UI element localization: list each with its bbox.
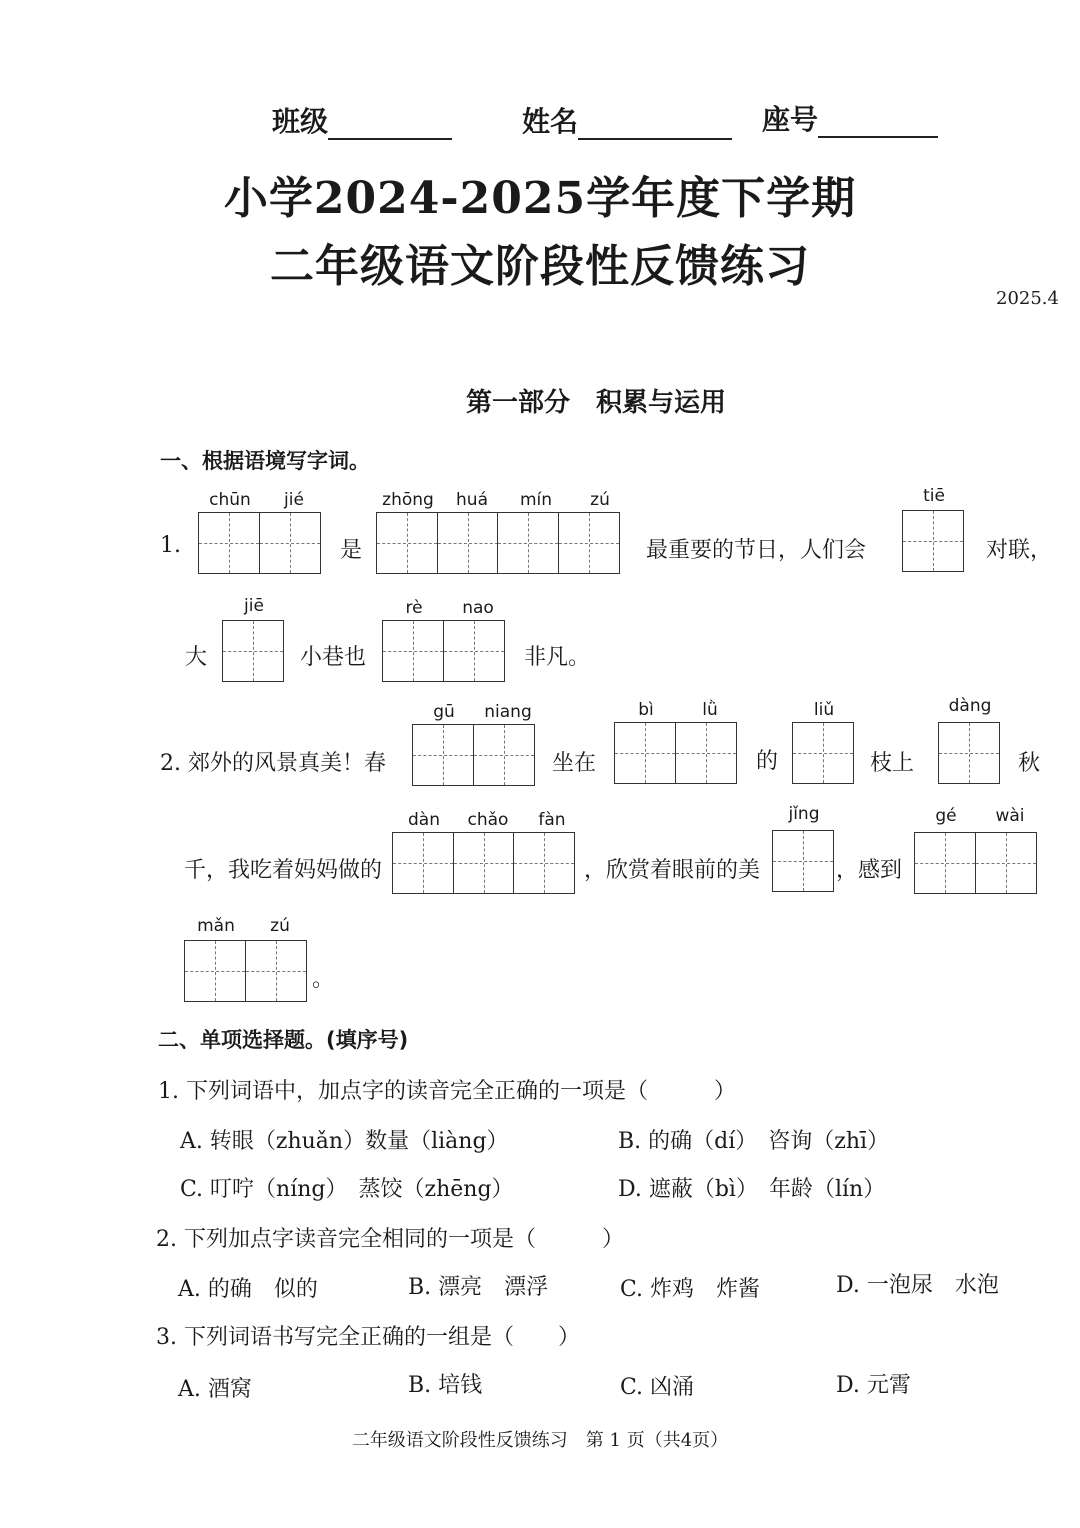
tian-box[interactable]: [184, 940, 246, 1002]
mc-q3-option-d[interactable]: D. 元霄: [836, 1373, 911, 1398]
answer-boxes-manzu: [184, 940, 305, 1002]
mc-q2-option-c[interactable]: C. 炸鸡 炸酱: [620, 1277, 761, 1302]
q2-text-1: 2. 郊外的风景真美！春: [160, 751, 386, 776]
title-line2: 二年级语文阶段性反馈练习: [270, 241, 810, 292]
mc-q2-stem: 2. 下列加点字读音完全相同的一项是（ ）: [156, 1227, 624, 1252]
answer-boxes-tie: [902, 510, 963, 572]
tian-box[interactable]: [792, 722, 854, 784]
pinyin-niang: niang: [484, 702, 532, 722]
tian-box[interactable]: [443, 620, 505, 682]
seat-label: 座号: [762, 103, 819, 136]
pinyin-man: mǎn: [197, 916, 235, 936]
tian-box[interactable]: [382, 620, 444, 682]
pinyin-jing: jǐng: [788, 804, 820, 824]
pinyin-jie2: jiē: [244, 596, 264, 616]
tian-box[interactable]: [392, 832, 454, 894]
tian-box[interactable]: [453, 832, 515, 894]
answer-boxes-dang: [938, 722, 999, 784]
tian-box[interactable]: [245, 940, 307, 1002]
section2-title: 二、单项选择题。(填序号): [158, 1028, 409, 1052]
answer-boxes-liu: [792, 722, 853, 784]
tian-box[interactable]: [914, 832, 976, 894]
answer-boxes-zhonghuaminzu: [376, 512, 618, 574]
tian-box[interactable]: [198, 512, 260, 574]
mc-q2-option-a[interactable]: A. 的确 似的: [178, 1277, 318, 1302]
page-footer: 二年级语文阶段性反馈练习 第 1 页（共4页）: [351, 1430, 729, 1451]
answer-boxes-jie: [222, 620, 283, 682]
mc-q2-option-b[interactable]: B. 漂亮 漂浮: [408, 1275, 549, 1300]
mc-q1-option-d[interactable]: D. 遮蔽（bì） 年龄（lín）: [618, 1177, 886, 1202]
pinyin-zu: zú: [590, 490, 610, 510]
q1-text-shi: 是: [340, 538, 363, 563]
tian-box[interactable]: [614, 722, 676, 784]
seat-field: [762, 98, 938, 138]
mc-q3-stem: 3. 下列词语书写完全正确的一组是（ ）: [156, 1325, 580, 1350]
pinyin-ge: gé: [935, 806, 957, 826]
class-label: 班级: [272, 105, 329, 138]
q2-text-6: 千，我吃着妈妈做的: [184, 858, 383, 883]
q1-text-6: 非凡。: [524, 645, 591, 670]
tian-box[interactable]: [412, 724, 474, 786]
q2-text-7: ，欣赏着眼前的美: [584, 858, 761, 883]
name-field: [522, 100, 732, 140]
pinyin-hua: huá: [456, 490, 488, 510]
answer-boxes-danchaofan: [392, 832, 574, 894]
answer-boxes-renao: [382, 620, 503, 682]
answer-boxes-gewai: [914, 832, 1035, 894]
exam-date: 2025.4: [996, 288, 1059, 309]
q1-text-2: 最重要的节日，人们会: [646, 538, 867, 563]
mc-q1-option-b[interactable]: B. 的确（dí） 咨询（zhī）: [618, 1129, 890, 1154]
tian-box[interactable]: [558, 512, 620, 574]
pinyin-zhong: zhōng: [382, 490, 434, 510]
pinyin-nao: nao: [462, 598, 494, 618]
tian-box[interactable]: [259, 512, 321, 574]
mc-q1-option-a[interactable]: A. 转眼（zhuǎn）数量（liàng）: [180, 1129, 509, 1154]
tian-box[interactable]: [473, 724, 535, 786]
title-line1: 小学2024-2025学年度下学期: [223, 173, 857, 224]
tian-box[interactable]: [222, 620, 284, 682]
pinyin-liu: liǔ: [813, 700, 835, 720]
pinyin-chao: chǎo: [467, 810, 509, 830]
pinyin-min: mín: [519, 490, 553, 510]
q2-text-9: 。: [312, 967, 335, 992]
pinyin-lv: lǜ: [702, 700, 718, 720]
name-blank[interactable]: [578, 132, 732, 140]
q1-text-3: 对联，: [986, 538, 1053, 563]
q1-text-da: 大: [185, 645, 208, 670]
pinyin-wai: wài: [995, 806, 1025, 826]
tian-box[interactable]: [975, 832, 1037, 894]
pinyin-jie: jié: [284, 490, 304, 510]
pinyin-dang: dàng: [948, 696, 992, 716]
answer-boxes-chunjie: [198, 512, 319, 574]
tian-box[interactable]: [513, 832, 575, 894]
q1-number: 1.: [160, 533, 181, 558]
q1-text-5: 小巷也: [300, 645, 367, 670]
pinyin-bi: bì: [638, 700, 654, 720]
section1-title: 一、根据语境写字词。: [160, 449, 370, 473]
mc-q3-option-a[interactable]: A. 酒窝: [178, 1377, 252, 1402]
pinyin-chun: chūn: [209, 490, 251, 510]
mc-q1-stem: 1. 下列词语中，加点字的读音完全正确的一项是（ ）: [158, 1079, 736, 1104]
tian-box[interactable]: [437, 512, 499, 574]
pinyin-fan: fàn: [538, 810, 566, 830]
mc-q3-option-b[interactable]: B. 培钱: [408, 1373, 483, 1398]
q2-text-4: 枝上: [870, 751, 915, 776]
tian-box[interactable]: [497, 512, 559, 574]
tian-box[interactable]: [675, 722, 737, 784]
pinyin-re: rè: [405, 598, 423, 618]
q2-text-2: 坐在: [552, 751, 597, 776]
part1-title: 第一部分 积累与运用: [466, 388, 727, 418]
tian-box[interactable]: [772, 830, 834, 892]
tian-box[interactable]: [376, 512, 438, 574]
mc-q1-option-c[interactable]: C. 叮咛（níng） 蒸饺（zhēng）: [180, 1177, 514, 1202]
pinyin-zu2: zú: [270, 916, 290, 936]
tian-box[interactable]: [902, 510, 964, 572]
class-blank[interactable]: [328, 132, 452, 140]
answer-boxes-guniang: [412, 724, 533, 786]
answer-boxes-bilv: [614, 722, 735, 784]
tian-box[interactable]: [938, 722, 1000, 784]
pinyin-gu: gū: [433, 702, 455, 722]
answer-boxes-jing: [772, 830, 833, 892]
pinyin-tie: tiē: [923, 486, 945, 506]
q2-text-5: 秋: [1018, 751, 1041, 776]
pinyin-dan: dàn: [408, 810, 440, 830]
seat-blank[interactable]: [818, 130, 938, 138]
name-label: 姓名: [522, 105, 579, 138]
class-field: [272, 100, 452, 140]
q2-text-3: 的: [756, 749, 779, 774]
mc-q2-option-d[interactable]: D. 一泡尿 水泡: [836, 1273, 999, 1298]
mc-q3-option-c[interactable]: C. 凶涌: [620, 1375, 695, 1400]
q2-text-8: ，感到: [836, 858, 903, 883]
